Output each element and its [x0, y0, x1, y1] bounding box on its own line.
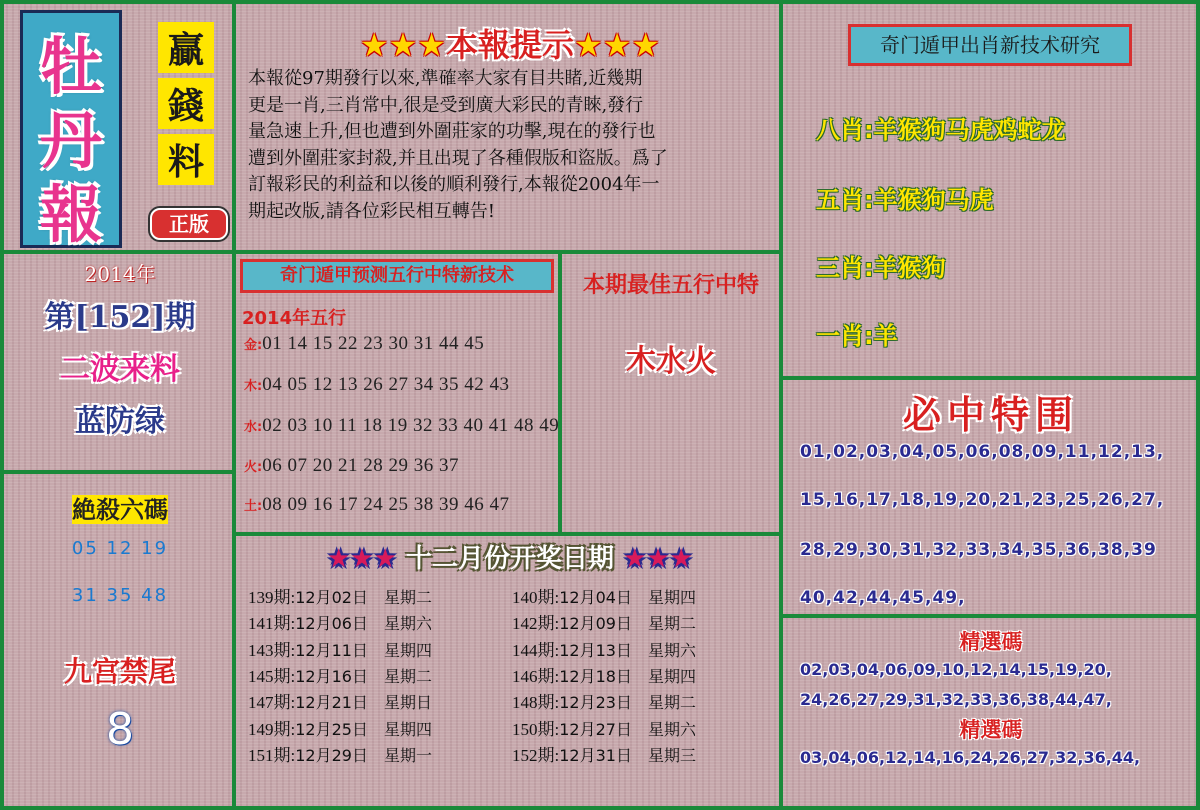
- masthead-title-box: [20, 10, 122, 251]
- five-elements-row: [244, 374, 509, 396]
- masthead-title-char: 牡: [39, 30, 102, 103]
- element-numbers: 01 14 15 22 23 30 31 44 45: [262, 333, 485, 354]
- selected-numbers-title: 精選碼: [959, 717, 1023, 742]
- frame-top-border: [0, 0, 1200, 4]
- masthead-title-char: 丹: [39, 104, 102, 177]
- draw-date-day: 星期二: [647, 693, 696, 713]
- draw-dates-title-row: [240, 538, 780, 575]
- element-label: 金:: [244, 338, 263, 353]
- draw-date-date: 12月04日: [559, 588, 632, 607]
- draw-date-date: 12月27日: [559, 719, 632, 739]
- zodiac-label: 三肖:: [816, 254, 874, 282]
- draw-date-day: 星期四: [647, 666, 696, 686]
- draw-date-date: 12月31日: [559, 745, 632, 765]
- zodiac-label: 八肖:: [816, 116, 874, 144]
- notice-line: 本報從97期發行以來,準確率大家有目共睹,近幾期: [248, 68, 643, 89]
- divider-h-mid1: [236, 250, 782, 254]
- draw-date-day: 星期四: [383, 719, 432, 739]
- draw-date-date: 12月29日: [295, 745, 368, 765]
- draw-date-no: 152期:: [512, 745, 560, 765]
- zodiac-value: 羊猴狗: [873, 254, 946, 282]
- draw-date-day: 星期六: [383, 614, 432, 634]
- genuine-badge: 正版: [150, 208, 228, 240]
- star-icon: ★★★: [623, 544, 693, 574]
- element-numbers: 08 09 16 17 24 25 38 39 46 47: [262, 494, 510, 515]
- masthead-side-char: 贏: [158, 22, 214, 73]
- zodiac-label: 五肖:: [816, 186, 874, 214]
- five-elements-header: 奇门遁甲预测五行中特新技术: [240, 259, 554, 293]
- draw-date-no: 151期:: [248, 745, 296, 765]
- draw-date-day: 星期日: [383, 693, 432, 713]
- star-icon: ★★★: [359, 26, 446, 64]
- zodiac-value: 羊: [873, 322, 898, 350]
- draw-date-no: 142期:: [512, 614, 560, 634]
- draw-date-cell: [248, 715, 512, 740]
- draw-date-cell: [512, 609, 696, 634]
- selected-numbers-row: 24,26,27,29,31,32,33,36,38,44,47,: [800, 690, 1112, 709]
- draw-date-date: 12月25日: [295, 719, 368, 739]
- draw-date-date: 12月21日: [295, 693, 368, 713]
- zodiac-value: 羊猴狗马虎鸡蛇龙: [873, 116, 1066, 144]
- masthead-title-char: 報: [39, 178, 102, 251]
- draw-date-cell: [248, 688, 512, 713]
- draw-date-cell: [512, 662, 696, 687]
- special-numbers-row: 01,02,03,04,05,06,08,09,11,12,13,: [800, 442, 1165, 462]
- draw-date-no: 143期:: [248, 640, 296, 660]
- zodiac-row: [816, 248, 946, 283]
- zodiac-row: [816, 110, 1066, 145]
- draw-date-cell: [512, 715, 696, 740]
- draw-date-day: 星期四: [383, 640, 432, 660]
- element-label: 水:: [244, 420, 263, 435]
- draw-date-row: [248, 741, 778, 766]
- element-label: 土:: [244, 499, 263, 514]
- draw-date-no: 148期:: [512, 693, 560, 713]
- element-numbers: 02 03 10 11 18 19 32 33 40 41 48 49: [262, 415, 560, 436]
- issue-number: 第[152]期: [44, 300, 196, 335]
- draw-date-date: 12月13日: [559, 640, 632, 660]
- draw-date-day: 星期二: [647, 614, 696, 634]
- draw-date-no: 144期:: [512, 640, 560, 660]
- draw-date-date: 12月06日: [295, 614, 368, 634]
- frame-left-border: [0, 0, 4, 810]
- five-elements-row: [244, 333, 484, 355]
- draw-date-date: 12月23日: [559, 693, 632, 713]
- notice-line: 訂報彩民的利益和以後的順利發行,本報從2004年一: [248, 174, 660, 195]
- zodiac-row: [816, 316, 898, 351]
- draw-date-day: 星期六: [647, 640, 696, 660]
- notice-line: 期起改版,請各位彩民相互轉告!: [248, 200, 495, 222]
- year-label: 2014年: [84, 262, 156, 286]
- draw-date-day: 星期二: [383, 588, 432, 607]
- draw-date-no: 145期:: [248, 666, 296, 686]
- draw-date-no: 146期:: [512, 666, 560, 686]
- special-numbers-row: 15,16,17,18,19,20,21,23,25,26,27,: [800, 490, 1165, 510]
- nine-palace-title: 九宫禁尾: [63, 655, 176, 688]
- zodiac-value: 羊猴狗马虎: [873, 186, 994, 214]
- zodiac-label: 一肖:: [816, 322, 874, 350]
- draw-date-no: 139期:: [248, 588, 296, 607]
- element-numbers: 06 07 20 21 28 29 36 37: [262, 455, 459, 476]
- wave-label: 二波来料: [60, 352, 180, 387]
- notice-line: 更是一肖,三肖常中,很是受到廣大彩民的青睞,發行: [248, 94, 644, 116]
- notice-body: [248, 66, 780, 225]
- draw-date-cell: [512, 636, 696, 661]
- draw-date-cell: [248, 741, 512, 766]
- draw-date-row: [248, 715, 778, 740]
- draw-date-day: 星期六: [647, 719, 696, 739]
- kill-six-title-text: 絶殺六碼: [72, 495, 168, 524]
- divider-v3: [558, 252, 562, 534]
- kill-six-row: 31 35 48: [71, 585, 169, 606]
- draw-date-day: 星期三: [647, 745, 696, 765]
- draw-date-no: 140期:: [512, 588, 560, 607]
- special-numbers-row: 40,42,44,45,49,: [800, 588, 966, 608]
- frame-bottom-border: [0, 806, 1200, 810]
- draw-dates-title: 十二月份开奖日期: [405, 544, 614, 574]
- zodiac-row: [816, 180, 994, 215]
- draw-date-row: [248, 583, 778, 608]
- divider-h-mid2: [236, 532, 782, 536]
- draw-date-date: 12月02日: [295, 588, 368, 607]
- qimen-zodiac-header: 奇门遁甲出肖新技术研究: [848, 24, 1132, 66]
- draw-date-date: 12月09日: [559, 614, 632, 634]
- draw-date-cell: [248, 583, 512, 608]
- masthead-side-char: 料: [158, 134, 214, 185]
- draw-date-date: 12月16日: [295, 666, 368, 686]
- draw-date-cell: [248, 636, 512, 661]
- star-icon: ★★★: [326, 544, 397, 574]
- five-elements-year: 2014年五行: [242, 308, 347, 329]
- draw-date-day: 星期二: [383, 666, 432, 686]
- divider-h-right1: [782, 376, 1200, 380]
- element-label: 木:: [244, 379, 263, 394]
- draw-date-day: 星期四: [647, 588, 696, 607]
- divider-v1: [232, 0, 236, 810]
- five-elements-row: [244, 455, 459, 477]
- five-elements-row: [244, 494, 509, 516]
- divider-h-left2: [0, 470, 236, 474]
- draw-date-row: [248, 636, 778, 661]
- five-elements-row: [244, 415, 559, 437]
- selected-numbers-title: 精選碼: [959, 629, 1023, 654]
- draw-date-cell: [248, 662, 512, 687]
- draw-date-cell: [248, 609, 512, 634]
- draw-date-row: [248, 662, 778, 687]
- star-icon: ★★★: [574, 26, 661, 64]
- draw-date-no: 149期:: [248, 719, 296, 739]
- draw-date-no: 147期:: [248, 693, 296, 713]
- draw-date-day: 星期一: [383, 745, 432, 765]
- notice-line: 量急速上升,但也遭到外圍莊家的功擊,現在的發行也: [248, 121, 656, 142]
- kill-six-title: [30, 490, 210, 525]
- draw-date-no: 150期:: [512, 719, 560, 739]
- kill-six-row: 05 12 19: [71, 538, 169, 559]
- divider-h-right2: [782, 614, 1200, 618]
- draw-date-date: 12月18日: [559, 666, 632, 686]
- selected-numbers-row: 02,03,04,06,09,10,12,14,15,19,20,: [800, 660, 1112, 679]
- draw-date-row: [248, 688, 778, 713]
- draw-date-date: 12月11日: [295, 640, 368, 660]
- guard-label: 蓝防绿: [75, 404, 165, 439]
- draw-date-row: [248, 609, 778, 634]
- element-numbers: 04 05 12 13 26 27 34 35 42 43: [262, 374, 510, 395]
- masthead-side-char: 錢: [158, 78, 214, 129]
- selected-numbers-row: 03,04,06,12,14,16,24,26,27,32,36,44,: [800, 748, 1141, 767]
- draw-date-cell: [512, 688, 696, 713]
- nine-palace-value: 8: [106, 704, 134, 755]
- draw-date-cell: [512, 583, 696, 608]
- draw-date-cell: [512, 741, 696, 766]
- best-elements-value: 木水火: [626, 344, 716, 379]
- special-numbers-row: 28,29,30,31,32,33,34,35,36,38,39: [800, 540, 1157, 560]
- best-elements-title: 本期最佳五行中特: [582, 272, 759, 298]
- notice-title: 本報提示: [445, 26, 574, 64]
- special-numbers-title: 必中特围: [902, 392, 1079, 437]
- element-label: 火:: [244, 460, 263, 475]
- draw-date-no: 141期:: [248, 614, 296, 634]
- notice-line: 遭到外圍莊家封殺,并且出現了各種假版和盜版。爲了: [248, 147, 668, 169]
- notice-title-row: [300, 20, 720, 66]
